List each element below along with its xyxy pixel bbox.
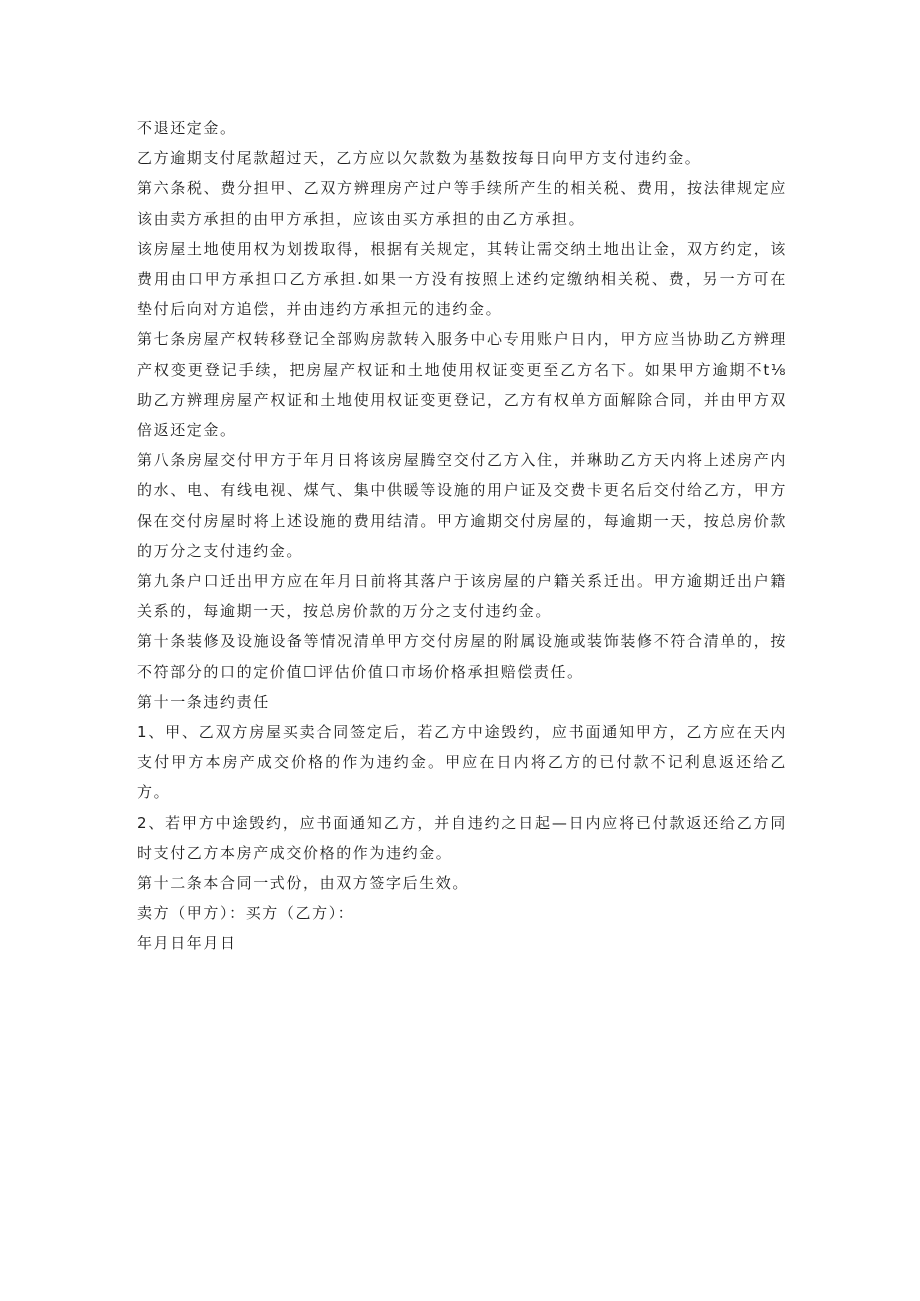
paragraph-late-payment: 乙方逾期支付尾款超过天，乙方应以欠款数为基数按每日向甲方支付违约金。: [137, 149, 702, 168]
paragraph-breach-buyer: 1、甲、乙双方房屋买卖合同签定后，若乙方中途毁约，应书面通知甲方，乙方应在天内支付甲方本房产成交价格的作为违约金。甲应在日内将乙方的已付款不记利息返还给乙方。: [137, 723, 787, 802]
signature-parties: 卖方（甲方）：买方（乙方）：: [137, 904, 355, 923]
paragraph-article-10: 第十条装修及设施设备等情况清单甲方交付房屋的附属设施或装饰装修不符合清单的，按不符部分的口的定价值☐评估价值口市场价格承担赔偿责任。: [137, 632, 787, 681]
paragraph-deposit-end: 不退还定金。: [137, 119, 237, 137]
paragraph-article-7: 第七条房屋产权转移登记全部购房款转入服务中心专用账户日内，甲方应当协助乙方辨理产权变更登记手续，把房屋产权证和土地使用权证变更至乙方名下。如果甲方逾期不t⅛助乙方辨理房屋产权证和土地使用权证变更登记，乙方有权单方面解除合同，并由甲方双倍返还定金。: [137, 330, 787, 440]
signature-dates: 年月日年月日: [137, 934, 237, 953]
paragraph-article-12: 第十二条本合同一式份，由双方签字后生效。: [137, 874, 470, 893]
paragraph-article-9: 第九条户口迁出甲方应在年月日前将其落户于该房屋的户籍关系迁出。甲方逾期迁出户籍关系的，每逾期一天，按总房价款的万分之支付违约金。: [137, 572, 787, 621]
paragraph-article-11-heading: 第十一条违约责任: [137, 692, 270, 711]
paragraph-article-6: 第六条税、费分担甲、乙双方辨理房产过户等手续所产生的相关税、费用，按法律规定应该由卖方承担的由甲方承担，应该由买方承担的由乙方承担。: [137, 179, 787, 228]
document-body: [137, 113, 787, 959]
paragraph-article-8: 第八条房屋交付甲方于年月日将该房屋腾空交付乙方入住，并琳助乙方天内将上述房产内的水、电、有线电视、煤气、集中供暖等设施的用户证及交费卡更名后交付给乙方，甲方保在交付房屋时将上述设施的费用结清。甲方逾期交付房屋的，每逾期一天，按总房价款的万分之支付违约金。: [137, 451, 787, 560]
paragraph-land-use: 该房屋土地使用权为划拨取得，根据有关规定，其转让需交纳土地出让金，双方约定，该费用由口甲方承担口乙方承担.如果一方没有按照上述约定缴纳相关税、费，另一方可在垫付后向对方追偿，并由违约方承担元的违约金。: [137, 239, 787, 319]
paragraph-breach-seller: 2、若甲方中途毁约，应书面通知乙方，并自违约之日起—日内应将已付款返还给乙方同时支付乙方本房产成交价格的作为违约金。: [137, 813, 787, 862]
